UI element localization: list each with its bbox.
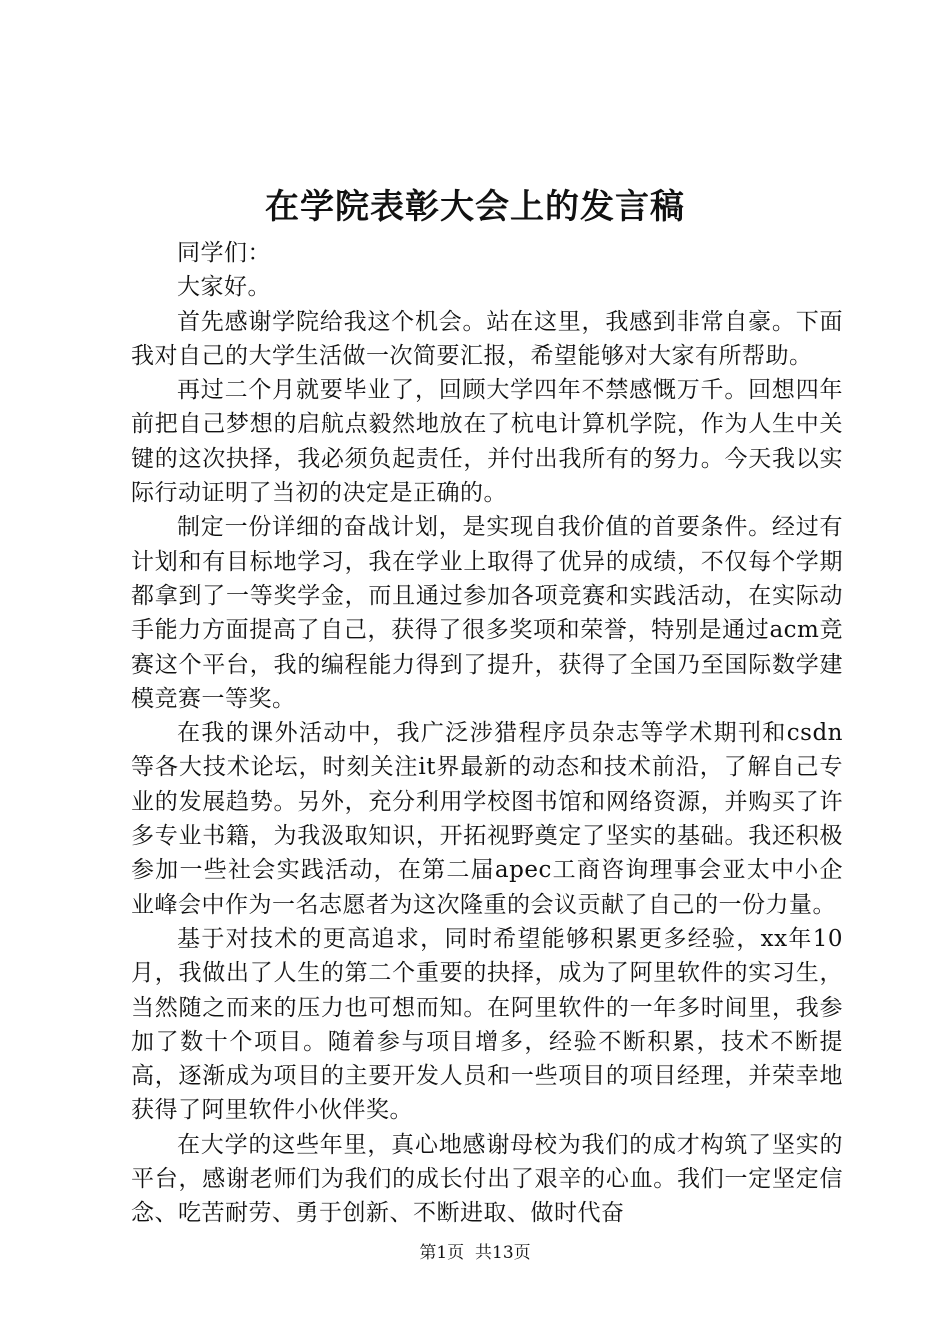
- paragraph: 制定一份详细的奋战计划，是实现自我价值的首要条件。经过有计划和有目标地学习，我在学业上取得了优异的成绩，不仅每个学期都拿到了一等奖学金，而且通过参加各项竞赛和实践活动，在实际动手能力方面提高了自己，获得了很多奖项和荣誉，特别是通过acm竞赛这个平台，我的编程能力得到了提升，获得了全国乃至国际数学建模竞赛一等奖。: [131, 514, 843, 712]
- paragraph: 在大学的这些年里，真心地感谢母校为我们的成才构筑了坚实的平台，感谢老师们为我们的成长付出了艰辛的心血。我们一定坚定信念、吃苦耐劳、勇于创新、不断进取、做时代奋: [131, 1131, 843, 1227]
- page-number: 第1页: [419, 1243, 465, 1263]
- paragraph: 在我的课外活动中，我广泛涉猎程序员杂志等学术期刊和csdn等各大技术论坛，时刻关注it界最新的动态和技术前沿，了解自己专业的发展趋势。另外，充分利用学校图书馆和网络资源，并购买了许多专业书籍，为我汲取知识，开拓视野奠定了坚实的基础。我还积极参加一些社会实践活动，在第二届apec工商咨询理事会亚太中小企业峰会中作为一名志愿者为这次隆重的会议贡献了自己的一份力量。: [131, 720, 843, 918]
- paragraph-greeting: 同学们：: [177, 240, 271, 266]
- page-footer: [0, 1240, 950, 1266]
- paragraph-hello: 大家好。: [177, 274, 271, 301]
- paragraph: 首先感谢学院给我这个机会。站在这里，我感到非常自豪。下面我对自己的大学生活做一次简要汇报，希望能够对大家有所帮助。: [131, 308, 843, 369]
- paragraph: 再过二个月就要毕业了，回顾大学四年不禁感慨万千。回想四年前把自己梦想的启航点毅然地放在了杭电计算机学院，作为人生中关键的这次抉择，我必须负起责任，并付出我所有的努力。今天我以实际行动证明了当初的决定是正确的。: [131, 377, 843, 507]
- document-title: 在学院表彰大会上的发言稿: [265, 187, 685, 227]
- page-total: 共13页: [475, 1243, 531, 1263]
- document-body: [131, 236, 843, 1231]
- paragraph: 基于对技术的更高追求，同时希望能够积累更多经验，xx年10月，我做出了人生的第二个重要的抉择，成为了阿里软件的实习生，当然随之而来的压力也可想而知。在阿里软件的一年多时间里，我参加了数十个项目。随着参与项目增多，经验不断积累，技术不断提高，逐渐成为项目的主要开发人员和一些项目的项目经理，并荣幸地获得了阿里软件小伙伴奖。: [131, 925, 843, 1124]
